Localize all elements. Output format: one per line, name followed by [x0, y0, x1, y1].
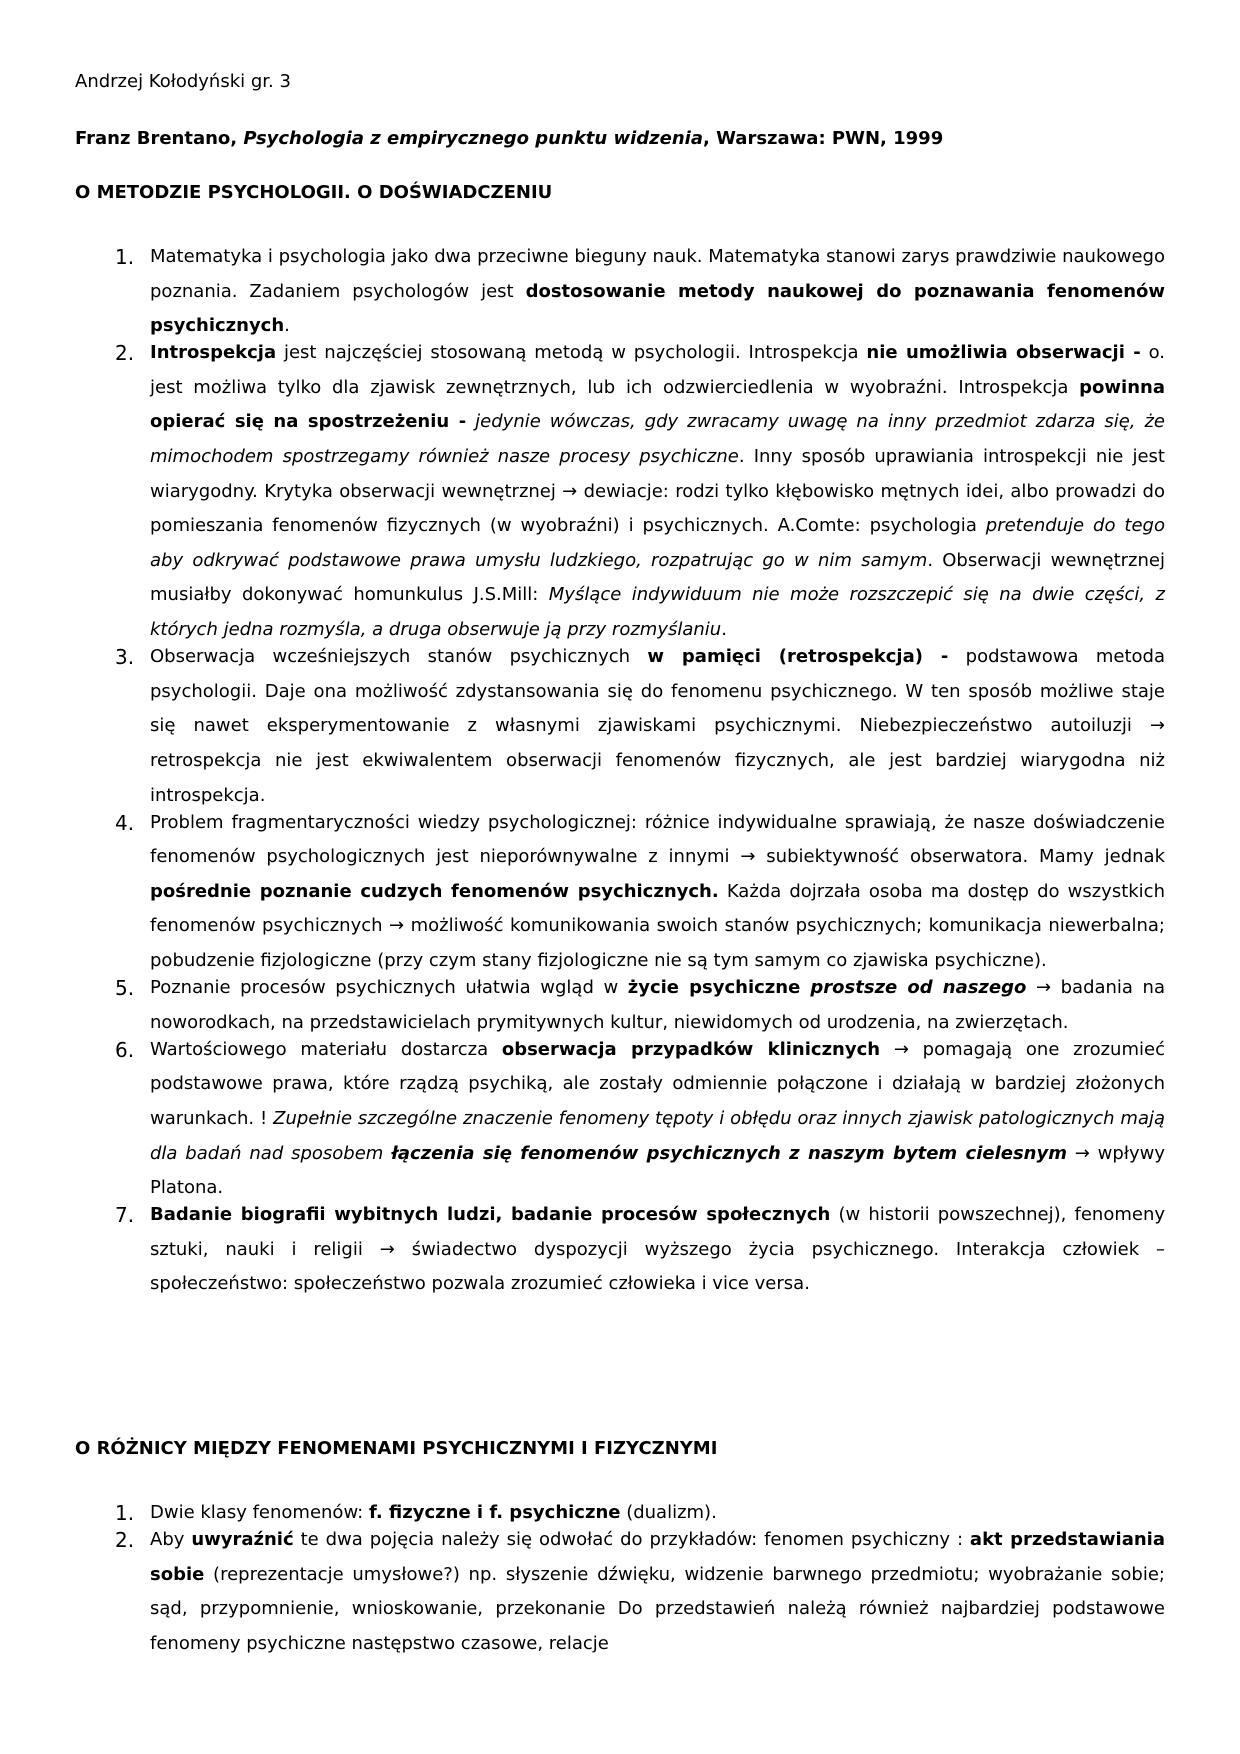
list-item [75, 640, 1165, 813]
emphasized-text: akt przedstawiania sobie [150, 1529, 1165, 1585]
author-line: Andrzej Kołodyński gr. 3 [75, 71, 291, 92]
method-list [75, 240, 1165, 1302]
text-run: Obserwacja wcześniejszych stanów psychicznych [150, 646, 648, 668]
text-run: o. jest możliwa tylko dla zjawisk zewnętrznych, lub ich odzwierciedlenia w wyobraźni. Introspekcja [150, 342, 1165, 398]
list-item [75, 1198, 1165, 1302]
reference-publisher: , Warszawa: PWN, 1999 [702, 128, 944, 149]
list-item [75, 806, 1165, 979]
bibliographic-reference [75, 128, 943, 149]
list-item [75, 971, 1165, 1040]
section-heading-method: O METODZIE PSYCHOLOGII. O DOŚWIADCZENIU [75, 182, 553, 203]
list-number: 3. [115, 645, 135, 670]
text-run: Poznanie procesów psychicznych ułatwia wgląd w [150, 977, 628, 999]
reference-author: Franz Brentano, [75, 128, 244, 149]
list-number: 4. [115, 810, 135, 835]
emphasized-text: łączenia się fenomenów psychicznych z naszym bytem cielesnym [391, 1142, 1067, 1164]
text-run: jest najczęściej stosowaną metodą w psychologii. Introspekcja [276, 342, 867, 364]
text-run: . [284, 315, 290, 337]
text-run: . Obserwacji wewnętrznej musiałby dokonywać homunkulus J.S.Mill: [150, 549, 1165, 606]
emphasized-text: życie psychiczne [627, 977, 811, 999]
emphasized-text: Zupełnie szczególne znaczenie fenomeny tępoty i obłędu oraz innych zjawisk patologicznych mają dla badań nad sposobem [150, 1107, 1166, 1164]
emphasized-text: pośrednie poznanie cudzych fenomenów psychicznych. [150, 880, 719, 902]
emphasized-text: uwyraźnić [191, 1529, 294, 1551]
text-run: Każda dojrzała osoba ma dostęp do wszystkich fenomenów psychicznych → możliwość komunikowania swoich stanów psychicznych; komunikacja niewerbalna; pobudzenie fizjologiczne (przy czym stany fizjologiczne nie są tym samym co zjawiska psychiczne). [150, 880, 1165, 971]
text-run: → wpływy Platona. [150, 1142, 1165, 1199]
text-run: (dualizm). [620, 1502, 717, 1523]
emphasized-text: Introspekcja [150, 342, 277, 364]
emphasized-text: w pamięci (retrospekcja) - [647, 646, 949, 668]
text-run: (reprezentacje umysłowe?) np. słyszenie dźwięku, widzenie barwnego przedmiotu; wyobrażanie sobie; sąd, przypomnienie, wnioskowanie, przekonanie Do przedstawień należą również najbardziej podstawowe fenomeny psychiczne następstwo czasowe, relacje [150, 1563, 1165, 1654]
list-number: 7. [115, 1203, 135, 1228]
list-item [75, 240, 1165, 344]
list-item [75, 1523, 1165, 1661]
text-run: → badania na noworodkach, na przedstawicielach prymitywnych kultur, niewidomych od urodzenia, na zwierzętach. [150, 977, 1165, 1033]
list-number: 5. [115, 976, 135, 1001]
list-number: 1. [115, 245, 135, 269]
list-number: 6. [115, 1037, 135, 1062]
text-run: . Inny sposób uprawiania introspekcji nie jest wiarygodny. Krytyka obserwacji wewnętrznej → dewiacje: rodzi tylko kłębowisko mętnych idei, albo prowadzi do pomieszania fenomenów fizycznych (w wyobraźni) i psychicznych. A.Comte: psychologia [150, 446, 1165, 537]
list-number: 1. [115, 1501, 135, 1525]
emphasized-text: pretenduje do tego aby odkrywać podstawowe prawa umysłu ludzkiego, rozpatrując go w nim samym [150, 515, 1165, 571]
list-item [75, 336, 1165, 647]
emphasized-text: dostosowanie metody naukowej do poznawania fenomenów psychicznych [150, 280, 1166, 337]
text-run: Dwie klasy fenomenów: [150, 1502, 369, 1523]
text-run: Matematyka i psychologia jako dwa przeciwne bieguny nauk. Matematyka stanowi zarys prawdziwie naukowego poznania. Zadaniem psychologów jest [150, 246, 1165, 302]
text-run: (w historii powszechnej), fenomeny sztuki, nauki i religii → świadectwo dyspozycji wyższego życia psychicznego. Interakcja człowiek –społeczeństwo: społeczeństwo pozwala zrozumieć człowieka i vice versa. [150, 1204, 1165, 1295]
emphasized-text: Badanie biografii wybitnych ludzi, badanie procesów społecznych [150, 1204, 831, 1226]
emphasized-text: prostsze od naszego [810, 977, 1027, 999]
text-run: → pomagają one zrozumieć podstawowe prawa, które rządzą psychiką, ale zostały odmiennie połączone i działają w bardziej złożonych warunkach. ! [150, 1038, 1165, 1129]
emphasized-text: jedynie wówczas, gdy zwracamy uwagę na inny przedmiot zdarza się, że mimochodem spostrzegamy również nasze procesy psychiczne [150, 411, 1165, 468]
emphasized-text: obserwacja przypadków klinicznych [501, 1038, 881, 1060]
text-run: Problem fragmentaryczności wiedzy psychologicznej: różnice indywidualne sprawiają, że nasze doświadczenie fenomenów psychologicznych jest nieporównywalne z innymi → subiektywność obserwatora. Mamy jednak [150, 811, 1165, 868]
text-run: te dwa pojęcia należy się odwołać do przykładów: fenomen psychiczny : [293, 1529, 970, 1551]
reference-title: Psychologia z empirycznego punktu widzenia [243, 128, 703, 149]
text-run: Aby [150, 1529, 192, 1551]
emphasized-text: f. fizyczne i f. psychiczne [368, 1502, 621, 1523]
list-number: 2. [115, 341, 135, 366]
text-run: . [721, 619, 727, 641]
emphasized-text: Myślące indywiduum nie może rozszczepić się na dwie części, z których jedna rozmyśla, a druga obserwuje ją przy rozmyślaniu [150, 584, 1165, 641]
text-run: Wartościowego materiału dostarcza [150, 1038, 502, 1060]
emphasized-text: powinna opierać się na spostrzeżeniu - [150, 376, 1165, 433]
section-heading-phenomena: O RÓŻNICY MIĘDZY FENOMENAMI PSYCHICZNYMI I FIZYCZNYMI [75, 1438, 718, 1459]
phenomena-list [75, 1496, 1165, 1661]
list-item [75, 1033, 1165, 1206]
text-run: podstawowa metoda psychologii. Daje ona możliwość zdystansowania się do fenomenu psychicznego. W ten sposób możliwe staje się nawet eksperymentowanie z własnymi zjawiskami psychicznymi. Niebezpieczeństwo autoiluzji → retrospekcja nie jest ekwiwalentem obserwacji fenomenów fizycznych, ale jest bardziej wiarygodna niż introspekcja. [150, 646, 1165, 806]
emphasized-text: nie umożliwia obserwacji - [866, 342, 1141, 364]
list-number: 2. [115, 1528, 135, 1553]
